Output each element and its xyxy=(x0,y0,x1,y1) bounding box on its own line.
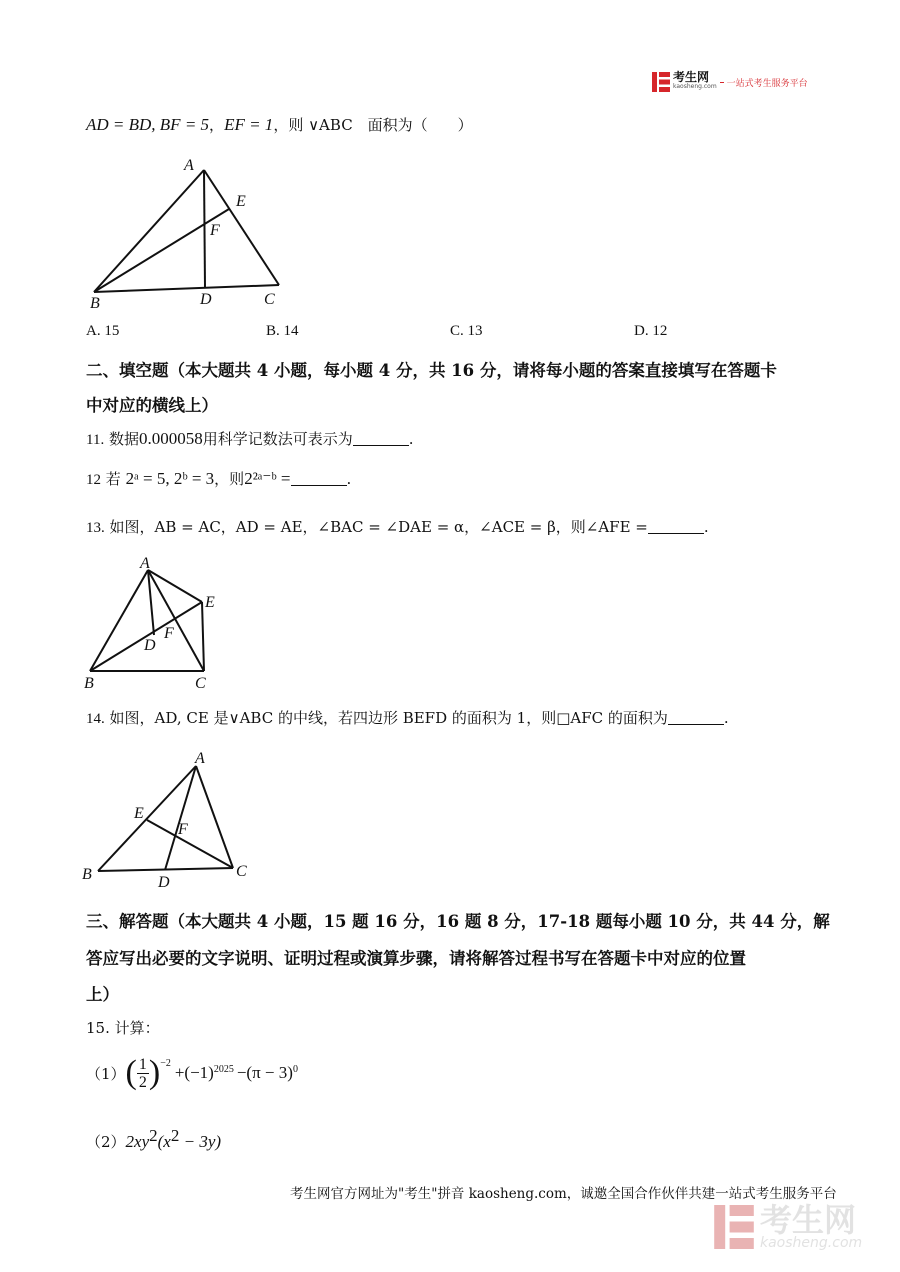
q10-label-d: D xyxy=(200,291,212,308)
q12-expression: 2²ᵃ⁻ᵇ = xyxy=(244,469,291,488)
q10-stem-math: AD = BD, BF = 5 xyxy=(86,115,210,134)
q11: 11. 数据0.000058用科学记数法可表示为 . xyxy=(86,429,414,448)
header-slogan: 一站式考生服务平台 xyxy=(726,78,808,89)
watermark-logo-icon xyxy=(714,1205,754,1249)
section3-heading-line1: 三、解答题（本大题共 4 小题，15 题 16 分，16 题 8 分，17-18 题每小题 10 分，共 44 分，解 xyxy=(86,912,830,931)
q12-condition: 2ᵃ = 5, 2ᵇ = 3 xyxy=(125,469,215,488)
footer-text: 考生网官方网址为"考生"拼音 kaosheng.com，诚邀全国合作伙伴共建一站式考生服务平台 xyxy=(290,1186,837,1202)
q14-triangle-figure xyxy=(78,746,258,891)
q14-text: 如图，AD, CE 是∨ABC 的中线，若四边形 BEFD 的面积为 1，则□AFC 的面积为 xyxy=(109,709,668,727)
header-logo-sub: kaosheng.com xyxy=(673,83,717,90)
q10-choice-d: D. 12 xyxy=(634,323,668,339)
footer-watermark xyxy=(714,1201,863,1251)
q13-label-b: B xyxy=(84,675,94,692)
q15-title: 15. 计算： xyxy=(86,1019,160,1037)
q10-label-c: C xyxy=(264,291,275,308)
q10-label-a: A xyxy=(184,157,194,174)
q10-triangle-figure xyxy=(84,152,294,312)
kaosheng-logo-icon xyxy=(652,72,670,92)
q15-part1: （1） ( $\frac{1}{2}$ ) $^{-2}$ +(−1) $^{2025}$ −(π − 3) $^0$ xyxy=(86,1054,298,1091)
section2-heading-line2: 中对应的横线上） xyxy=(86,396,218,415)
q10-label-b: B xyxy=(90,295,100,312)
q14-label-a: A xyxy=(195,750,205,767)
q12: 12 若 2ᵃ = 5, 2ᵇ = 3，则2²ᵃ⁻ᵇ = . xyxy=(86,469,352,488)
q15-part1-fraction: $\frac{1}{2}$ xyxy=(138,1055,147,1091)
header-logo-text: 考生网 xyxy=(673,70,710,84)
q13-label-f: F xyxy=(164,625,174,642)
watermark-text: 考生网 xyxy=(760,1201,857,1239)
section3-heading-line2: 答应写出必要的文字说明、证明过程或演算步骤，请将解答过程书写在答题卡中对应的位置 xyxy=(86,949,746,968)
q13-answer-blank xyxy=(648,519,704,534)
q12-answer-blank xyxy=(291,471,347,486)
q14-label-b: B xyxy=(82,866,92,883)
q13-label-d: D xyxy=(144,637,156,654)
q13-label-c: C xyxy=(195,675,206,692)
q14: 14. 如图，AD, CE 是∨ABC 的中线，若四边形 BEFD 的面积为 1，则□AFC 的面积为 . xyxy=(86,709,729,727)
q11-answer-blank xyxy=(353,431,409,446)
section3-heading-line3: 上） xyxy=(86,985,119,1004)
q10-stem-text: ，则 ∨ABC 面积为（ ） xyxy=(273,116,473,134)
watermark-sub: kaosheng.com xyxy=(760,1235,863,1251)
q14-label-d: D xyxy=(158,874,170,891)
section2-heading-line1: 二、填空题（本大题共 4 小题，每小题 4 分，共 16 分，请将每小题的答案直接填写在答题卡 xyxy=(86,361,777,380)
q14-label-e: E xyxy=(134,805,144,822)
q14-label-f: F xyxy=(178,821,188,838)
q10-choice-a: A. 15 xyxy=(86,323,120,339)
header-logo xyxy=(652,72,808,92)
q13-text: 如图，AB = AC，AD = AE，∠BAC = ∠DAE = α，∠ACE = β，则∠AFE = xyxy=(109,518,648,536)
q10-stem-ef: EF = 1 xyxy=(224,115,274,134)
q10-choice-c: C. 13 xyxy=(450,323,483,339)
q13-label-a: A xyxy=(140,555,150,572)
q13: 13. 如图，AB = AC，AD = AE，∠BAC = ∠DAE = α，∠ACE = β，则∠AFE = . xyxy=(86,518,709,536)
q11-value: 0.000058 xyxy=(139,429,203,448)
q14-label-c: C xyxy=(236,863,247,880)
q13-triangle-figure xyxy=(82,552,232,692)
q15-part2: $(2)2xy^2(x^2 - 3y)$ xyxy=(86,1126,222,1151)
q13-label-e: E xyxy=(205,594,215,611)
q14-answer-blank xyxy=(668,710,724,725)
q10-label-f: F xyxy=(210,222,220,239)
q10-stem: AD = BD, BF = 5，EF = 1，则 ∨ABC 面积为（ ） xyxy=(86,115,473,134)
q10-choice-b: B. 14 xyxy=(266,323,299,339)
q10-label-e: E xyxy=(236,193,246,210)
